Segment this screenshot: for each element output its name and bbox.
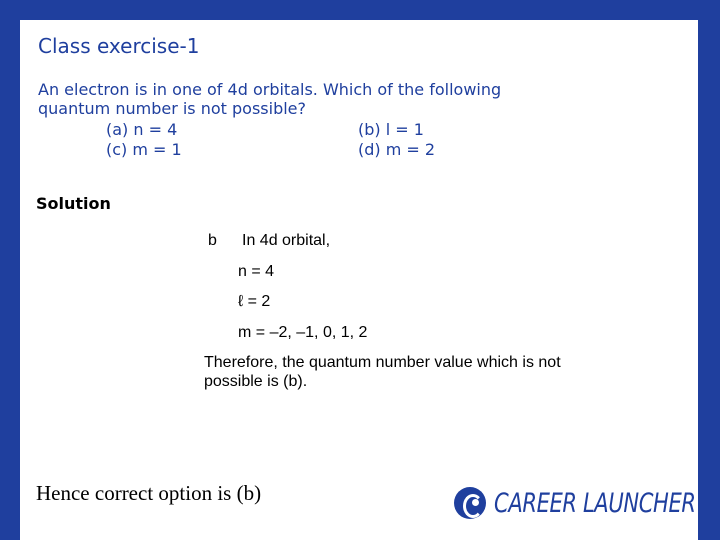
solution-line-l: ℓ = 2 (238, 293, 271, 310)
logo-mark-icon (454, 487, 486, 519)
solution-label: Solution (36, 194, 111, 213)
solution-line-m: m = –2, –1, 0, 1, 2 (238, 324, 368, 341)
solution-line-orbital: In 4d orbital, (242, 232, 331, 249)
brand-name: CAREER LAUNCHER (494, 487, 696, 519)
conclusion-line-2: possible is (b). (204, 373, 308, 390)
question-line-1: An electron is in one of 4d orbitals. Which of the following (38, 80, 502, 99)
option-a: (a) n = 4 (106, 120, 178, 139)
option-d: (d) m = 2 (358, 140, 436, 159)
solution-line-n: n = 4 (238, 263, 275, 280)
career-launcher-logo (454, 483, 696, 523)
slide-title: Class exercise-1 (38, 34, 200, 58)
question-line-2: quantum number is not possible? (38, 99, 307, 118)
hence-correct-option: Hence correct option is (b) (36, 481, 262, 505)
option-c: (c) m = 1 (106, 140, 182, 159)
conclusion-line-1: Therefore, the quantum number value which is not (204, 354, 561, 371)
answer-letter: b (208, 232, 217, 249)
option-b: (b) l = 1 (358, 120, 424, 139)
